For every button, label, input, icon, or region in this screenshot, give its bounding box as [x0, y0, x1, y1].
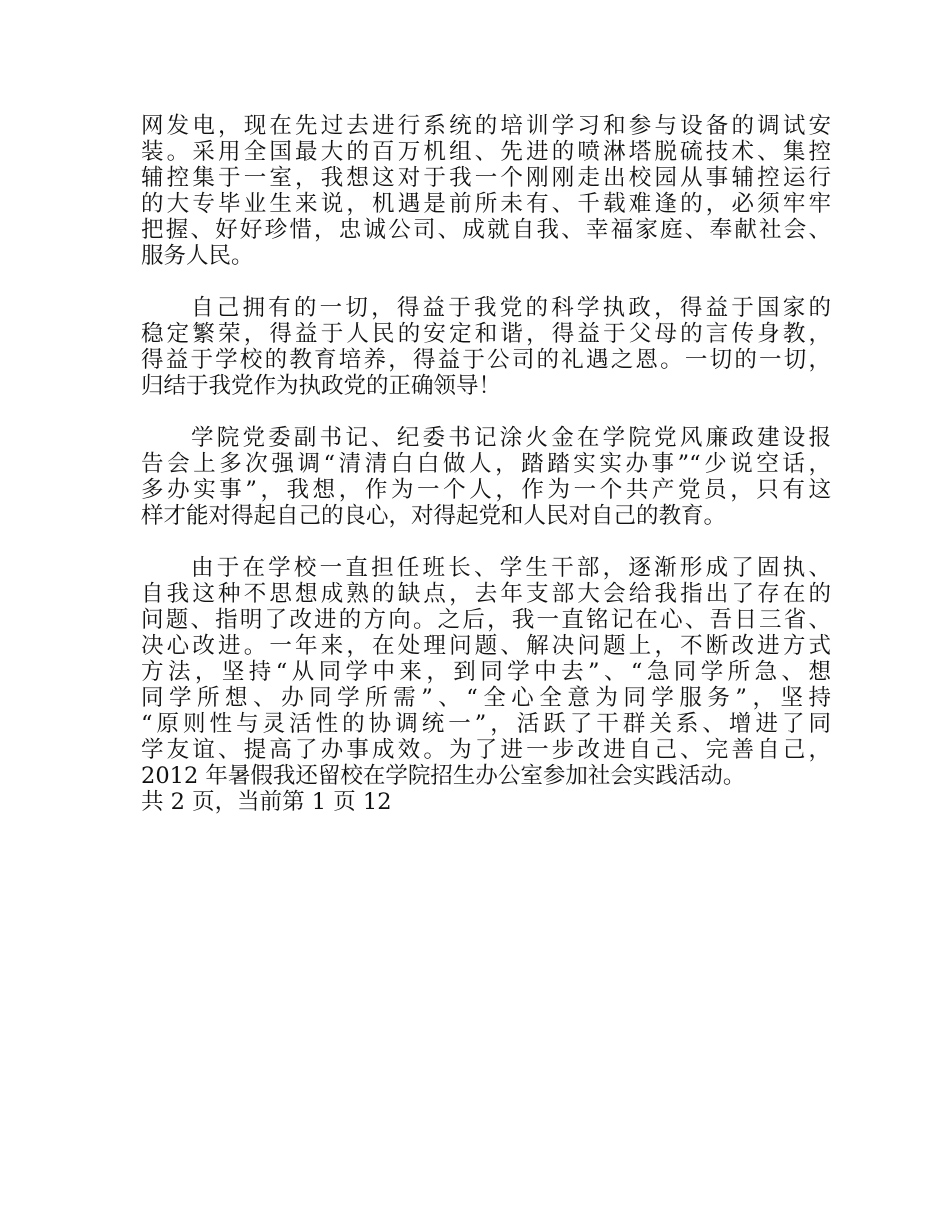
text-line: 告会上多次强调“清清白白做人，踏踏实实办事”“少说空话， [141, 451, 831, 477]
text-line: 2012 年暑假我还留校在学院招生办公室参加社会实践活动。 [141, 763, 746, 789]
page-footer: 共 2 页，当前第 1 页 12 [141, 789, 392, 815]
paragraph-gap [141, 529, 831, 555]
document-page [141, 113, 831, 815]
text-line: 决心改进。一年来，在处理问题、解决问题上，不断改进方式 [141, 633, 831, 659]
text-line: 稳定繁荣，得益于人民的安定和谐，得益于父母的言传身教， [141, 321, 831, 347]
text-line: 多办实事”，我想，作为一个人，作为一个共产党员，只有这 [141, 477, 831, 503]
text-line: 服务人民。 [141, 243, 254, 269]
paragraph-gap [141, 399, 831, 425]
paragraph-2 [141, 295, 831, 399]
text-line: 同学所想、办同学所需”、“全心全意为同学服务”，坚持 [141, 685, 831, 711]
text-line: 样才能对得起自己的良心，对得起党和人民对自己的教育。 [141, 503, 727, 529]
text-line: 辅控集于一室，我想这对于我一个刚刚走出校园从事辅控运行 [141, 165, 831, 191]
text-line: 的大专毕业生来说，机遇是前所未有、千载难逢的，必须牢牢 [141, 191, 831, 217]
text-line: 学院党委副书记、纪委书记涂火金在学院党风廉政建设报 [191, 425, 831, 451]
text-line: 自己拥有的一切，得益于我党的科学执政，得益于国家的 [191, 295, 831, 321]
text-line: 得益于学校的教育培养，得益于公司的礼遇之恩。一切的一切， [141, 347, 831, 373]
paragraph-3 [141, 425, 831, 529]
text-line: 归结于我党作为执政党的正确领导！ [141, 373, 502, 399]
text-line: 问题、指明了改进的方向。之后，我一直铭记在心、吾日三省、 [141, 607, 831, 633]
text-line: 学友谊、提高了办事成效。为了进一步改进自己、完善自己， [141, 737, 831, 763]
text-line: 由于在学校一直担任班长、学生干部，逐渐形成了固执、 [191, 555, 831, 581]
text-line: 把握、好好珍惜，忠诚公司、成就自我、幸福家庭、奉献社会、 [141, 217, 831, 243]
text-line: 自我这种不思想成熟的缺点，去年支部大会给我指出了存在的 [141, 581, 831, 607]
text-line: 方法，坚持“从同学中来，到同学中去”、“急同学所急、想 [141, 659, 831, 685]
paragraph-1 [141, 113, 831, 269]
paragraph-gap [141, 269, 831, 295]
text-line: 装。采用全国最大的百万机组、先进的喷淋塔脱硫技术、集控 [141, 139, 831, 165]
text-line: 网发电，现在先过去进行系统的培训学习和参与设备的调试安 [141, 113, 831, 139]
paragraph-4 [141, 555, 831, 789]
text-line: “原则性与灵活性的协调统一”，活跃了干群关系、增进了同 [141, 711, 831, 737]
